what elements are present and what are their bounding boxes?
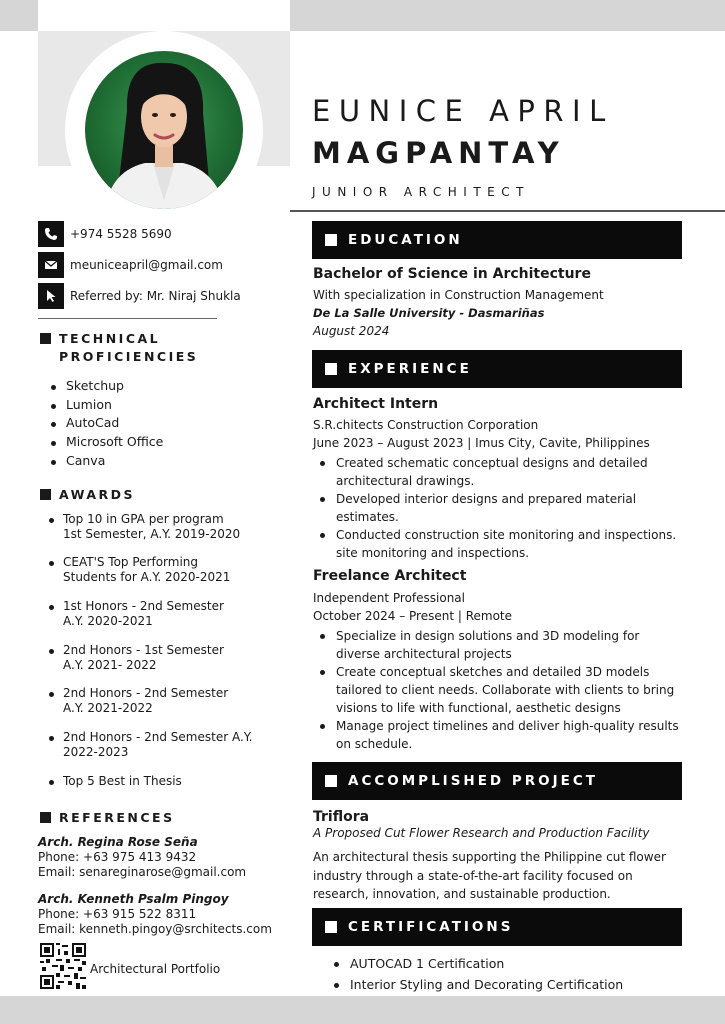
skills-list — [48, 377, 163, 471]
reference-email: Email: kenneth.pingoy@srchitects.com — [38, 922, 272, 936]
reference-entry — [38, 892, 272, 937]
job-company: S.R.chitects Construction Corporation — [313, 418, 539, 432]
degree-title: Bachelor of Science in Architecture — [313, 266, 591, 282]
contact-email — [38, 252, 278, 278]
reference-phone: Phone: +63 915 522 8311 — [38, 907, 197, 921]
skill-item: AutoCad — [48, 414, 163, 433]
reference-email: Email: senareginarose@gmail.com — [38, 865, 247, 879]
degree-specialization: With specialization in Construction Management — [313, 288, 604, 302]
header-divider — [290, 210, 725, 212]
first-name: EUNICE APRIL — [312, 94, 614, 128]
last-name: MAGPANTAY — [312, 136, 565, 170]
job-title: Architect Intern — [313, 396, 439, 412]
project-heading-bar — [312, 762, 682, 800]
school-name: De La Salle University - Dasmariñas — [313, 306, 545, 320]
reference-phone: Phone: +63 975 413 9432 — [38, 850, 197, 864]
bottom-band — [0, 996, 725, 1024]
job-period: October 2024 – Present | Remote — [313, 609, 513, 623]
skill-item: Microsoft Office — [48, 433, 163, 452]
award-item: Top 5 Best in Thesis — [46, 774, 276, 789]
job-bullets — [318, 454, 683, 562]
certifications-list — [332, 954, 623, 995]
profile-photo — [85, 51, 243, 209]
mail-icon — [38, 252, 64, 278]
education-heading-bar — [312, 221, 682, 259]
project-description: An architectural thesis supporting the Philippine cut flower industry through a state-of-the-art facility focused on research, innovation, and sustainable production. — [313, 850, 666, 901]
education-heading: EDUCATION — [348, 232, 463, 248]
email-address: meuniceapril@gmail.com — [70, 258, 223, 272]
experience-heading: EXPERIENCE — [348, 361, 472, 377]
job-bullet: Manage project timelines and deliver high-quality results on schedule. — [318, 717, 683, 753]
job-title: JUNIOR ARCHITECT — [312, 185, 530, 199]
skill-item: Sketchup — [48, 377, 163, 396]
reference-entry — [38, 835, 246, 880]
references-heading: REFERENCES — [40, 810, 175, 825]
skill-item: Canva — [48, 452, 163, 471]
graduation-date: August 2024 — [313, 324, 390, 338]
referral-text: Referred by: Mr. Niraj Shukla — [70, 289, 241, 303]
job-period: June 2023 – August 2023 | Imus City, Cavite, Philippines — [313, 436, 650, 450]
job-bullet: Create conceptual sketches and detailed 3D models tailored to client needs. Collaborate with clients to bring visions to life with functional, aesthetic designs — [318, 663, 683, 717]
award-item: 2nd Honors - 2nd Semester A.Y. 2021-2022 — [46, 686, 276, 716]
award-item: Top 10 in GPA per program 1st Semester, A.Y. 2019-2020 — [46, 512, 276, 542]
portfolio-label[interactable]: Architectural Portfolio — [90, 962, 221, 976]
contact-referral — [38, 283, 278, 309]
certifications-heading: CERTIFICATIONS — [348, 919, 514, 935]
portrait-illustration — [85, 51, 243, 209]
job-title: Freelance Architect — [313, 568, 467, 584]
certification-item: Interior Styling and Decorating Certification — [332, 975, 623, 996]
project-subtitle: A Proposed Cut Flower Research and Production Facility — [313, 826, 650, 840]
cursor-icon — [38, 283, 64, 309]
skill-item: Lumion — [48, 396, 163, 415]
reference-name: Arch. Regina Rose Seña — [38, 835, 198, 849]
award-item: 2nd Honors - 1st Semester A.Y. 2021- 2022 — [46, 643, 276, 673]
award-item: 1st Honors - 2nd Semester A.Y. 2020-2021 — [46, 599, 276, 629]
experience-heading-bar — [312, 350, 682, 388]
job-bullets — [318, 627, 683, 753]
top-band-gap — [38, 0, 290, 31]
job-bullet: Created schematic conceptual designs and detailed architectural drawings. — [318, 454, 683, 490]
job-company: Independent Professional — [313, 591, 465, 605]
certification-item: AUTOCAD 1 Certification — [332, 954, 623, 975]
project-title: Triflora — [313, 809, 370, 825]
certifications-heading-bar — [312, 908, 682, 946]
technical-heading: TECHNICAL PROFICIENCIES — [40, 330, 198, 366]
job-bullet: Conducted construction site monitoring and inspections. site monitoring and inspections. — [318, 526, 683, 562]
contact-phone — [38, 221, 278, 247]
phone-icon — [38, 221, 64, 247]
award-item: 2nd Honors - 2nd Semester A.Y. 2022-2023 — [46, 730, 276, 760]
job-bullet: Developed interior designs and prepared material estimates. — [318, 490, 683, 526]
project-heading: ACCOMPLISHED PROJECT — [348, 773, 598, 789]
reference-name: Arch. Kenneth Psalm Pingoy — [38, 892, 229, 906]
left-divider — [38, 318, 217, 319]
job-bullet: Specialize in design solutions and 3D modeling for diverse architectural projects — [318, 627, 683, 663]
portfolio-qr-code[interactable] — [40, 943, 86, 989]
award-item: CEAT'S Top Performing Students for A.Y. 2020-2021 — [46, 555, 276, 585]
awards-heading: AWARDS — [40, 487, 135, 502]
phone-number: +974 5528 5690 — [70, 227, 172, 241]
